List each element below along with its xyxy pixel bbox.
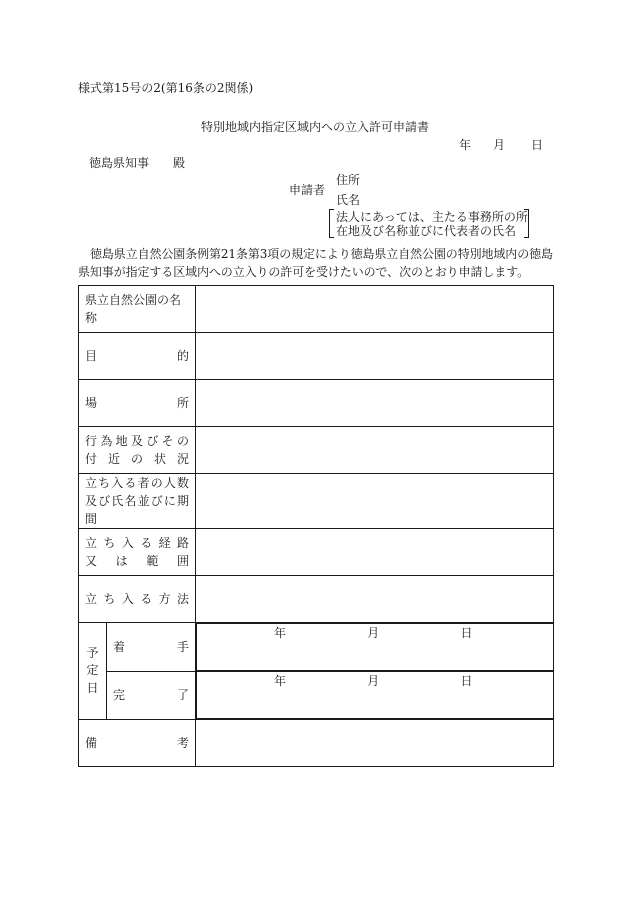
- application-statement: 徳島県立自然公園条例第21条第3項の規定により徳島県立自然公園の特別地域内の徳島県知事が指定する区域内への立入りの許可を受けたいので、次のとおり申請します。: [78, 247, 553, 279]
- persons-field[interactable]: [196, 474, 554, 529]
- corporate-note-line: 在地及び名称並びに代表者の氏名: [336, 224, 517, 238]
- table-row: [79, 427, 554, 474]
- table-row: [79, 576, 554, 623]
- table-row: [79, 529, 554, 576]
- document-title: 特別地域内指定区域内への立入許可申請書: [200, 120, 429, 134]
- site-status-label: 行為地及びその 付近の状況: [79, 427, 196, 474]
- addressee: 徳島県知事 殿: [89, 156, 186, 170]
- table-row: [79, 671, 554, 720]
- left-bracket: [329, 209, 334, 238]
- name-label: 氏名: [336, 193, 361, 207]
- park-name-label: 県立自然公園の名称: [79, 286, 196, 333]
- route-field[interactable]: [196, 529, 554, 576]
- remarks-field[interactable]: [196, 720, 554, 767]
- location-field[interactable]: [196, 380, 554, 427]
- route-label: 立ち入る経路 又は範囲: [79, 529, 196, 576]
- address-label: 住所: [336, 173, 361, 187]
- start-date-field[interactable]: 年 月 日: [196, 623, 554, 671]
- location-label: 場 所: [79, 380, 196, 427]
- schedule-label: 予 定 日: [79, 623, 107, 720]
- table-row: [79, 286, 554, 333]
- corporate-note: [329, 209, 529, 236]
- application-table: [78, 285, 554, 767]
- date-month-label: 月: [493, 138, 506, 152]
- corporate-note-line: 法人にあっては、主たる事務所の所: [336, 210, 528, 224]
- persons-label: 立ち入る者の人数 及び氏名並びに期間: [79, 474, 196, 529]
- start-label: 着 手: [107, 623, 196, 672]
- table-row: [79, 623, 554, 672]
- purpose-field[interactable]: [196, 333, 554, 380]
- table-row: [79, 720, 554, 767]
- application-date: [459, 139, 543, 151]
- park-name-field[interactable]: [196, 286, 554, 333]
- end-date-field[interactable]: 年 月 日: [196, 671, 554, 719]
- method-field[interactable]: [196, 576, 554, 623]
- remarks-label: 備 考: [79, 720, 196, 767]
- date-day-label: 日: [531, 138, 544, 152]
- table-row: [79, 333, 554, 380]
- table-row: [79, 380, 554, 427]
- method-label: 立ち入る方法: [79, 576, 196, 623]
- end-label: 完 了: [107, 671, 196, 720]
- form-number: 様式第15号の2(第16条の2関係): [78, 81, 254, 95]
- applicant-label: 申請者: [289, 183, 326, 197]
- table-row: [79, 474, 554, 529]
- date-year-label: 年: [459, 138, 472, 152]
- purpose-label: 目 的: [79, 333, 196, 380]
- site-status-field[interactable]: [196, 427, 554, 474]
